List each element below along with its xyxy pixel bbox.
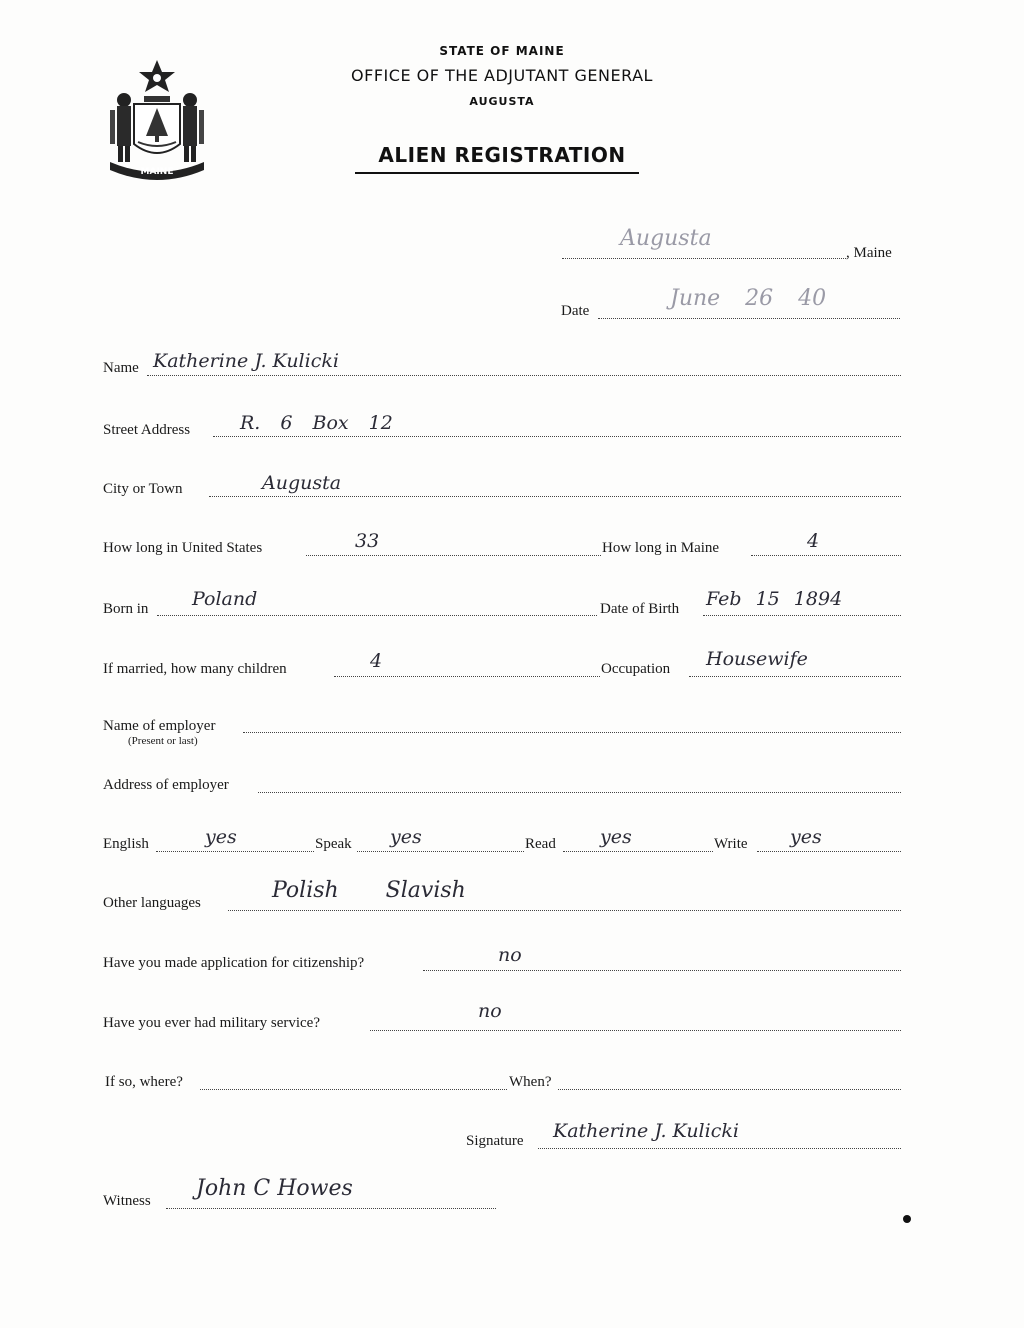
write-label: Write xyxy=(714,836,748,852)
other-languages-dotted-line xyxy=(228,910,901,911)
date-value: June 26 40 xyxy=(670,286,827,311)
signature-label: Signature xyxy=(466,1133,524,1149)
military-value: no xyxy=(478,1000,502,1022)
maine-years-label: How long in Maine xyxy=(602,540,720,556)
dob-value: Feb 15 1894 xyxy=(706,588,843,610)
place-value: Augusta xyxy=(620,226,712,251)
city-label: City or Town xyxy=(103,481,183,497)
title-underline xyxy=(355,172,639,174)
state-heading: STATE OF MAINE xyxy=(439,44,565,58)
where-dotted-line xyxy=(200,1089,507,1090)
form-title: ALIEN REGISTRATION xyxy=(378,143,626,167)
other-languages-value: Polish Slavish xyxy=(272,878,466,903)
date-label: Date xyxy=(561,303,590,319)
occupation-dotted-line xyxy=(689,676,901,677)
children-label: If married, how many children xyxy=(103,661,287,677)
when-dotted-line xyxy=(558,1089,901,1090)
children-dotted-line xyxy=(334,676,600,677)
us-years-value: 33 xyxy=(355,530,380,552)
witness-value: John C Howes xyxy=(196,1176,353,1201)
maine-years-value: 4 xyxy=(807,530,820,552)
read-label: Read xyxy=(525,836,556,852)
speak-value: yes xyxy=(390,826,422,848)
street-label: Street Address xyxy=(103,422,191,438)
employer-address-dotted-line xyxy=(258,792,901,793)
speak-label: Speak xyxy=(315,836,352,852)
svg-text:MAINE: MAINE xyxy=(140,167,174,177)
english-dotted-line xyxy=(156,851,314,852)
where-label: If so, where? xyxy=(105,1074,183,1090)
born-in-dotted-line xyxy=(157,615,597,616)
occupation-label: Occupation xyxy=(601,661,671,677)
dob-label: Date of Birth xyxy=(600,601,680,617)
occupation-value: Housewife xyxy=(706,648,808,670)
signature-dotted-line xyxy=(538,1148,901,1149)
ink-spot xyxy=(903,1215,911,1223)
born-in-value: Poland xyxy=(192,588,258,610)
name-label: Name xyxy=(103,360,139,376)
employer-sublabel: (Present or last) xyxy=(128,735,198,747)
witness-dotted-line xyxy=(166,1208,496,1209)
place-suffix: , Maine xyxy=(846,245,892,261)
name-dotted-line xyxy=(147,375,901,376)
english-value: yes xyxy=(205,826,237,848)
employer-label: Name of employer xyxy=(103,718,216,734)
citizenship-dotted-line xyxy=(423,970,901,971)
military-label: Have you ever had military service? xyxy=(103,1015,320,1031)
signature-value: Katherine J. Kulicki xyxy=(553,1120,739,1142)
date-dotted-line xyxy=(598,318,900,319)
born-in-label: Born in xyxy=(103,601,149,617)
citizenship-value: no xyxy=(498,944,522,966)
street-dotted-line xyxy=(213,436,901,437)
street-value: R. 6 Box 12 xyxy=(240,412,393,434)
city-value: Augusta xyxy=(262,472,342,494)
speak-dotted-line xyxy=(357,851,524,852)
when-label: When? xyxy=(509,1074,552,1090)
dob-dotted-line xyxy=(703,615,901,616)
us-years-label: How long in United States xyxy=(103,540,263,556)
military-dotted-line xyxy=(370,1030,901,1031)
city-dotted-line xyxy=(209,496,901,497)
citizenship-label: Have you made application for citizenship? xyxy=(103,955,365,971)
children-value: 4 xyxy=(370,650,383,672)
employer-address-label: Address of employer xyxy=(103,777,229,793)
write-value: yes xyxy=(790,826,822,848)
witness-label: Witness xyxy=(103,1193,151,1209)
english-label: English xyxy=(103,836,149,852)
place-dotted-line xyxy=(562,258,846,259)
maine-years-dotted-line xyxy=(751,555,901,556)
us-years-dotted-line xyxy=(306,555,601,556)
name-value: Katherine J. Kulicki xyxy=(153,350,339,372)
other-languages-label: Other languages xyxy=(103,895,201,911)
office-heading: OFFICE OF THE ADJUTANT GENERAL xyxy=(351,66,653,85)
read-value: yes xyxy=(600,826,632,848)
write-dotted-line xyxy=(757,851,901,852)
read-dotted-line xyxy=(563,851,713,852)
employer-dotted-line xyxy=(243,732,901,733)
city-heading: AUGUSTA xyxy=(469,95,535,108)
